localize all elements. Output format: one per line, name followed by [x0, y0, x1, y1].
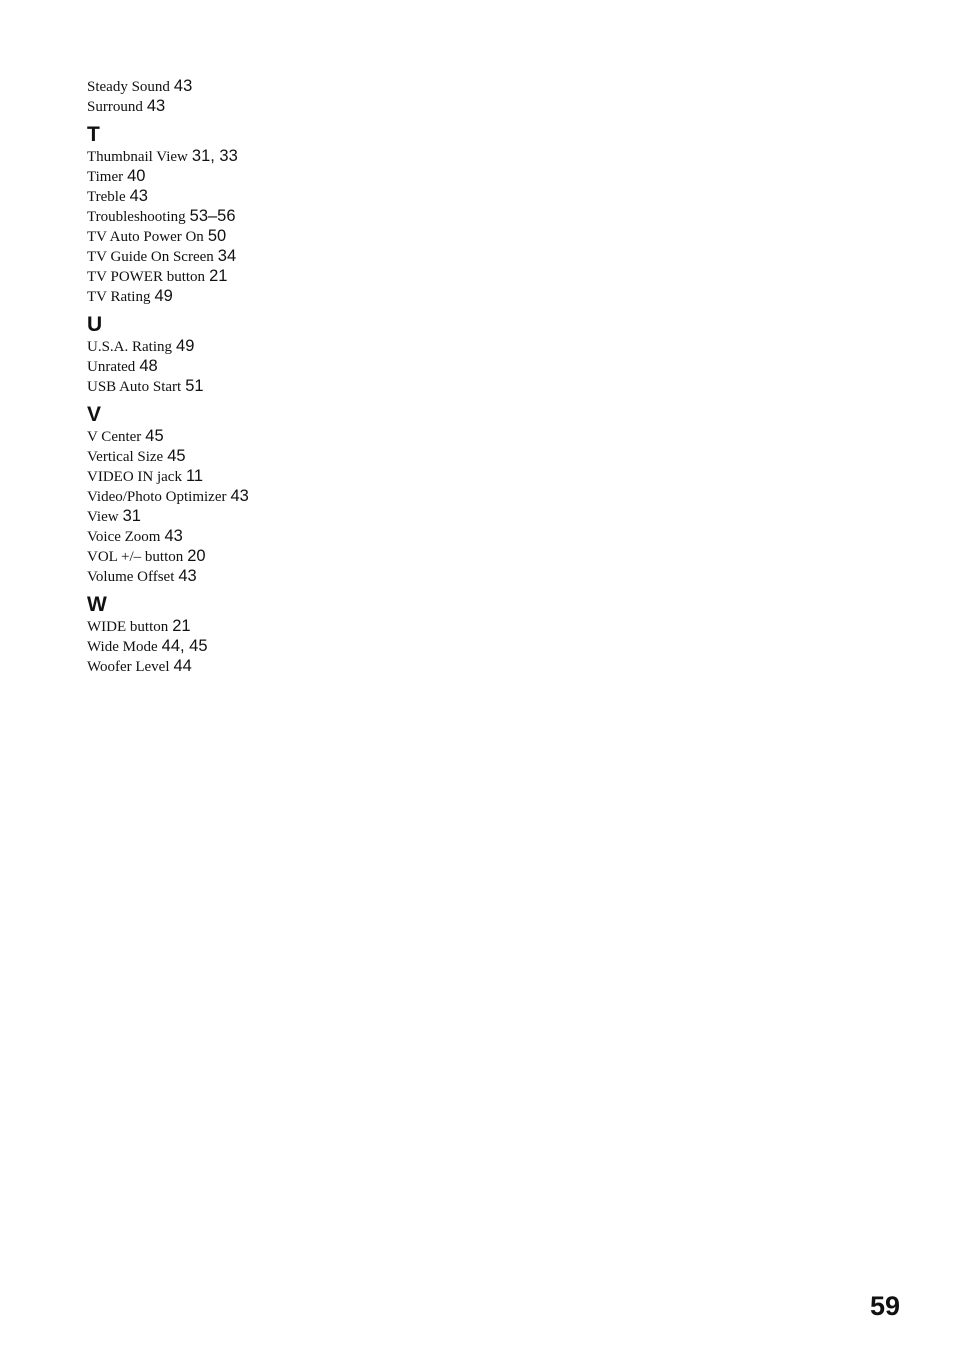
index-entry	[87, 336, 487, 356]
index-entry	[87, 226, 487, 246]
entry-term: WIDE button	[87, 619, 169, 635]
index-entry	[87, 466, 487, 486]
entry-pages: 43	[173, 77, 193, 95]
entry-pages: 53–56	[189, 207, 236, 225]
index-group-w	[87, 594, 487, 676]
entry-pages: 34	[217, 247, 237, 265]
entry-term: Unrated	[87, 359, 136, 375]
entry-term: Timer	[87, 169, 124, 185]
entry-pages: 50	[207, 227, 227, 245]
entry-term: Thumbnail View	[87, 149, 188, 165]
index-entry	[87, 526, 487, 546]
entry-term: Video/Photo Optimizer	[87, 489, 227, 505]
index-entry	[87, 616, 487, 636]
entry-term: Treble	[87, 189, 126, 205]
entry-pages: 48	[139, 357, 158, 375]
entry-term: Wide Mode	[87, 639, 158, 655]
index-entry	[87, 546, 487, 566]
entry-term: TV Rating	[87, 289, 151, 305]
entry-pages: 21	[209, 267, 228, 285]
entry-pages: 44	[173, 657, 192, 675]
entry-term: Surround	[87, 99, 143, 115]
entry-pages: 49	[154, 287, 173, 305]
section-letter: V	[87, 403, 102, 426]
index-group-s-continued	[87, 76, 487, 116]
entry-term: TV Auto Power On	[87, 229, 204, 245]
entry-pages: 44, 45	[161, 637, 208, 655]
entry-term: V Center	[87, 429, 142, 445]
entry-pages: 45	[167, 447, 186, 465]
entry-term: TV POWER button	[87, 269, 206, 285]
section-letter: W	[87, 593, 107, 616]
entry-pages: 43	[230, 487, 249, 505]
index-entry	[87, 186, 487, 206]
index-group-u	[87, 314, 487, 396]
index-entry	[87, 166, 487, 186]
index-entry	[87, 426, 487, 446]
section-letter: T	[87, 123, 100, 146]
section-letter: U	[87, 313, 103, 336]
index-entry	[87, 566, 487, 586]
entry-pages: 43	[178, 567, 197, 585]
entry-pages: 20	[187, 547, 206, 565]
entry-term: Vertical Size	[87, 449, 164, 465]
index-entry	[87, 486, 487, 506]
index-entry	[87, 246, 487, 266]
index-entry	[87, 376, 487, 396]
index-entry	[87, 286, 487, 306]
entry-term: Troubleshooting	[87, 209, 186, 225]
entry-pages: 45	[145, 427, 164, 445]
entry-term: U.S.A. Rating	[87, 339, 173, 355]
entry-term: VOL +/– button	[87, 549, 184, 565]
entry-pages: 31	[122, 507, 141, 525]
index-entry	[87, 266, 487, 286]
index-entry	[87, 76, 487, 96]
entry-term: Voice Zoom	[87, 529, 161, 545]
index-group-t	[87, 124, 487, 306]
entry-term: USB Auto Start	[87, 379, 182, 395]
entry-pages: 43	[164, 527, 183, 545]
index-entry	[87, 356, 487, 376]
entry-pages: 31, 33	[191, 147, 238, 165]
entry-pages: 49	[176, 337, 195, 355]
index-entry	[87, 506, 487, 526]
page-number: 59	[869, 1291, 900, 1321]
entry-term: Steady Sound	[87, 79, 170, 95]
entry-term: VIDEO IN jack	[87, 469, 182, 485]
index-group-v	[87, 404, 487, 586]
entry-pages: 11	[185, 467, 204, 485]
index-entry	[87, 656, 487, 676]
index-entry	[87, 636, 487, 656]
entry-pages: 21	[172, 617, 191, 635]
entry-term: Volume Offset	[87, 569, 175, 585]
entry-pages: 51	[185, 377, 204, 395]
entry-term: TV Guide On Screen	[87, 249, 214, 265]
entry-pages: 43	[129, 187, 148, 205]
index-entry	[87, 146, 487, 166]
index-list	[87, 76, 487, 684]
entry-term: View	[87, 509, 119, 525]
index-entry	[87, 206, 487, 226]
index-entry	[87, 96, 487, 116]
entry-pages: 40	[127, 167, 146, 185]
entry-pages: 43	[146, 97, 166, 115]
index-entry	[87, 446, 487, 466]
entry-term: Woofer Level	[87, 659, 170, 675]
